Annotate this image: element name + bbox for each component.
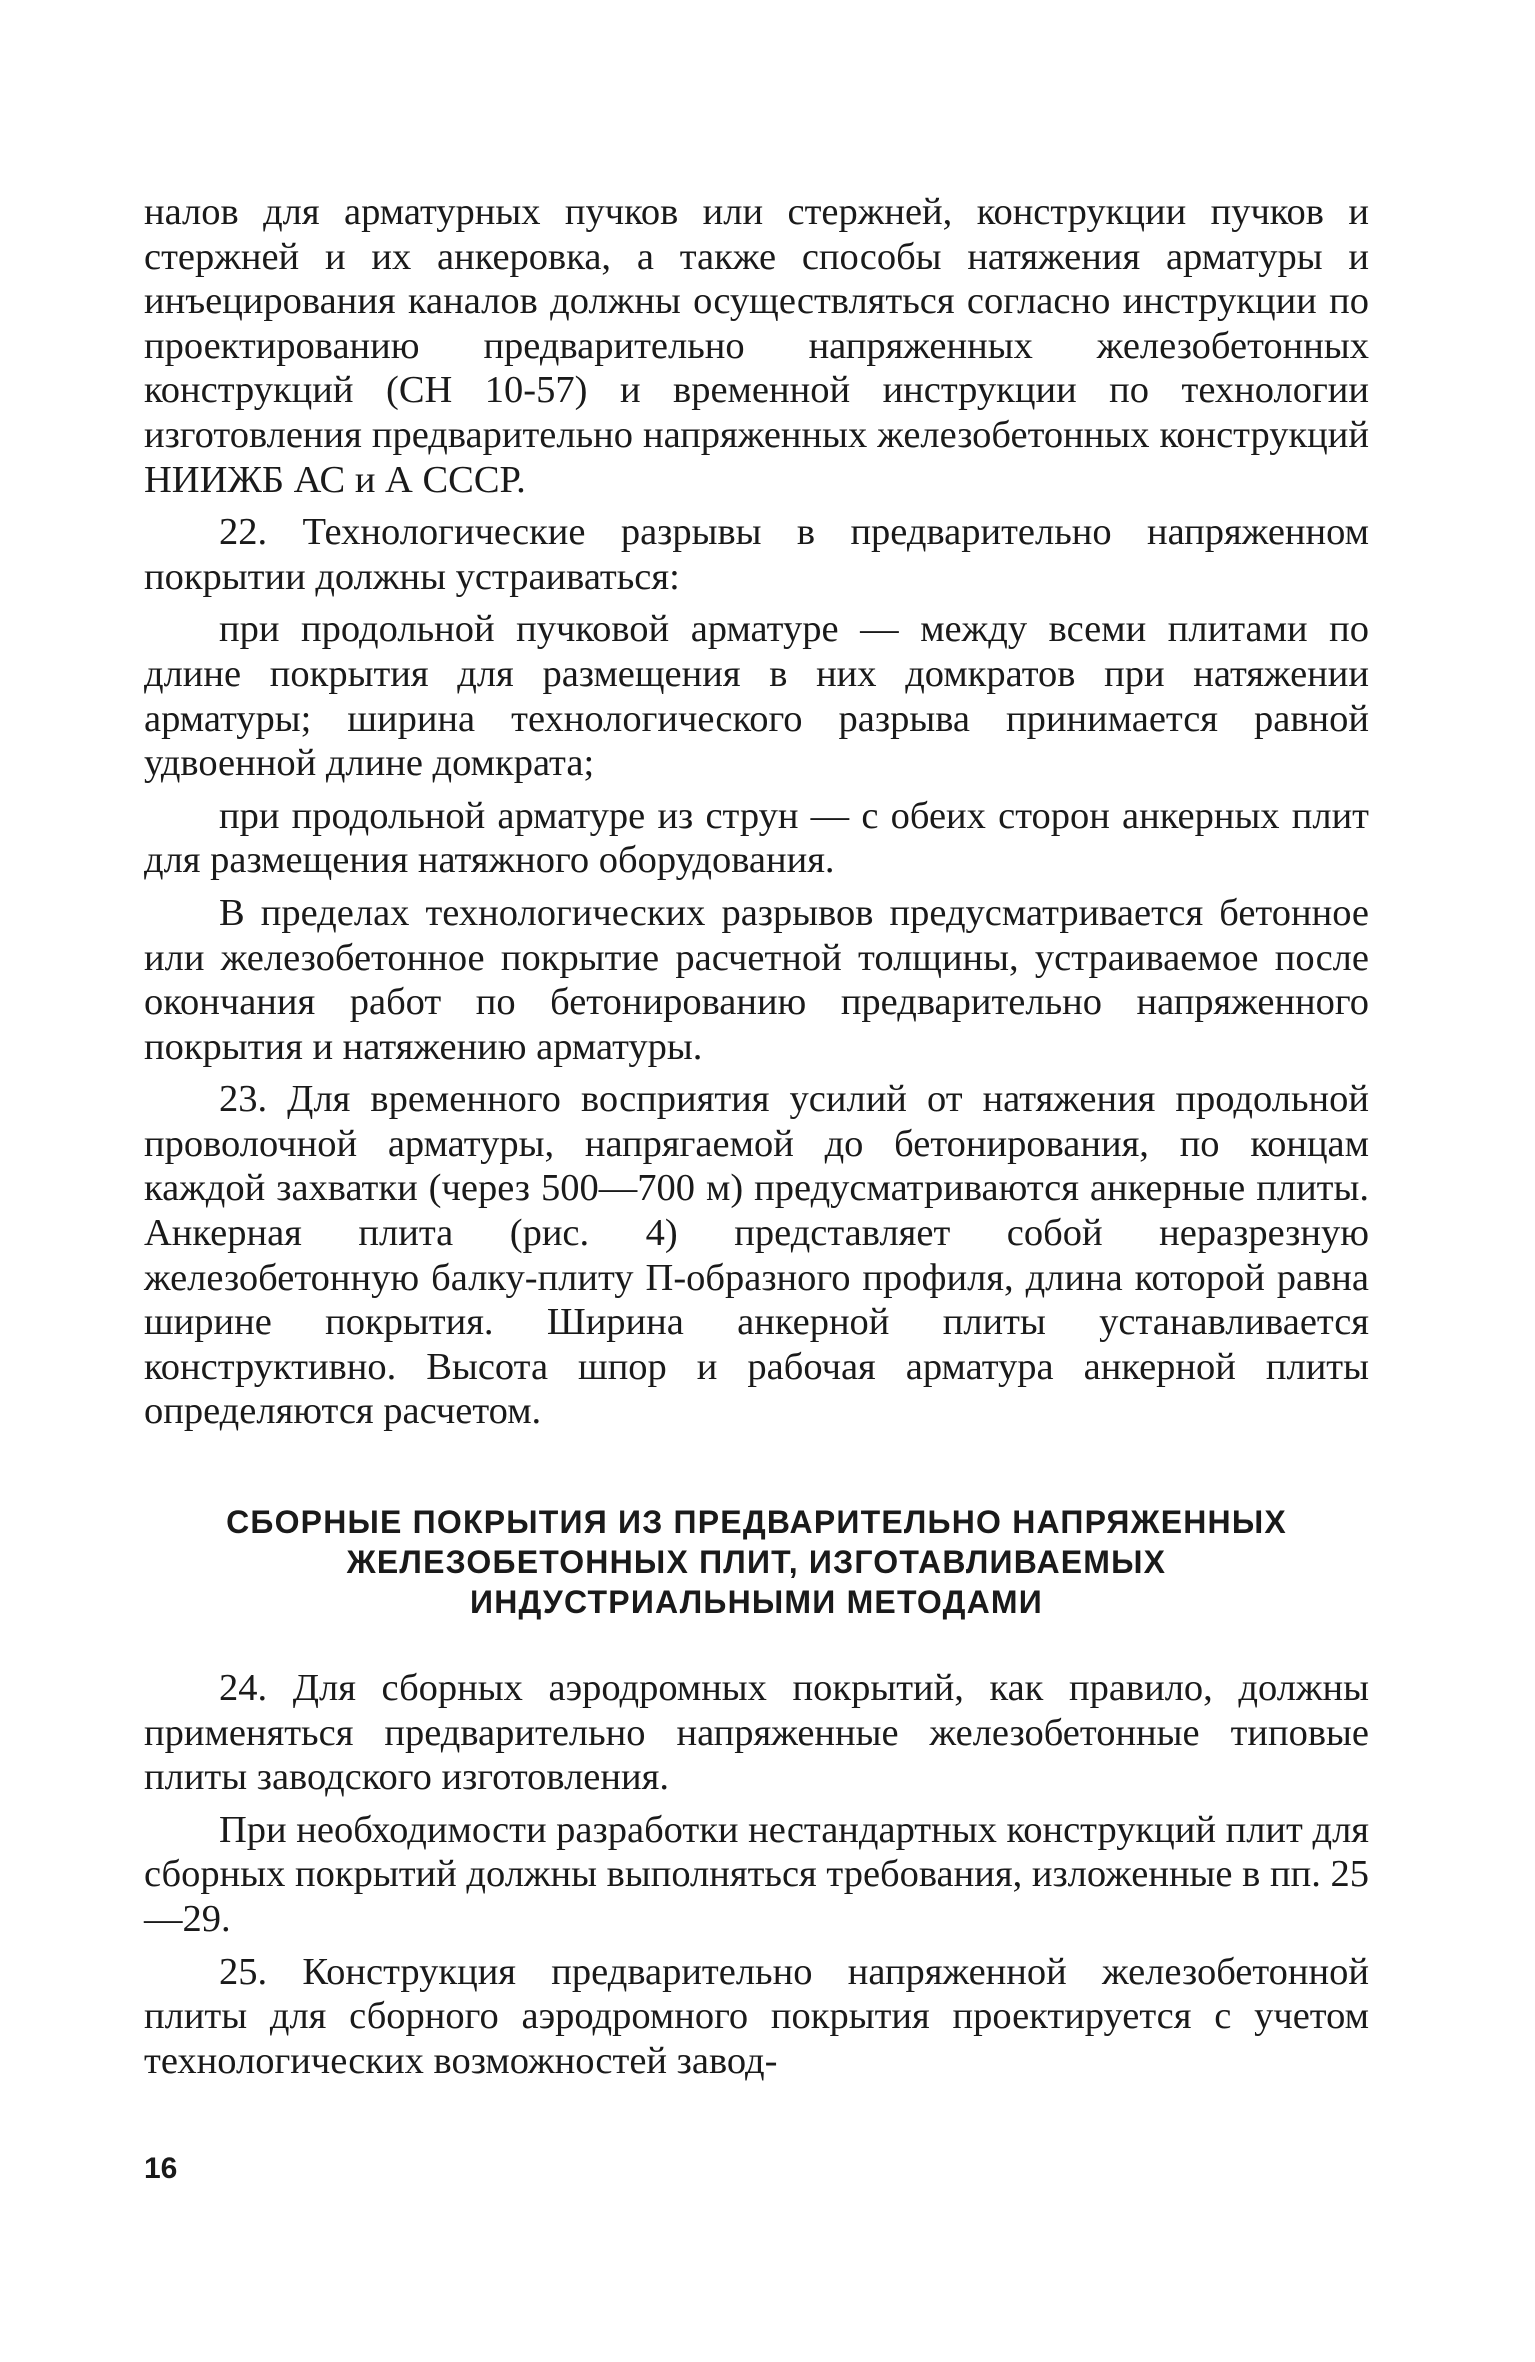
page-number: 16 bbox=[144, 2152, 178, 2185]
section-heading bbox=[144, 1502, 1369, 1622]
paragraph-22-bundle-reinforcement: при продольной пучковой арматуре — между всеми плитами по длине покрытия для размещения в них домкратов при натяжении арматуры; ширина технологического разрыва принимается равной удвоенной длине домкрата; bbox=[144, 608, 1369, 785]
paragraph-24: 24. Для сборных аэродромных покрытий, как правило, должны применяться предварительно напряженные железобетонные типовые плиты заводского изготовления. bbox=[144, 1667, 1369, 1799]
paragraph-22-gaps-coating: В пределах технологических разрывов предусматривается бетонное или железобетонное покрытие расчетной толщины, устраиваемое после окончания работ по бетонированию предварительно напряженного покрытия и натяжению арматуры. bbox=[144, 891, 1369, 1068]
document-page bbox=[144, 190, 1369, 2083]
section-heading-line-2: ЖЕЛЕЗОБЕТОННЫХ ПЛИТ, ИЗГОТАВЛИВАЕМЫХ bbox=[346, 1544, 1167, 1581]
section-heading-line-3: ИНДУСТРИАЛЬНЫМИ МЕТОДАМИ bbox=[470, 1584, 1043, 1621]
paragraph-25: 25. Конструкция предварительно напряженной железобетонной плиты для сборного аэродромного покрытия проектируется с учетом технологических возможностей завод- bbox=[144, 1950, 1369, 2082]
paragraph-22: 22. Технологические разрывы в предварительно напряженном покрытии должны устраиваться: bbox=[144, 511, 1369, 598]
paragraph-continuation: налов для арматурных пучков или стержней, конструкции пучков и стержней и их анкеровка, а также способы натяжения арматуры и инъецирования каналов должны осуществляться согласно инструкции по проектированию предварительно напряженных железобетонных конструкций (СН 10-57) и временной инструкции по технологии изготовления предварительно напряженных железобетонных конструкций НИИЖБ АС и А СССР. bbox=[144, 191, 1369, 501]
paragraph-22-string-reinforcement: при продольной арматуре из струн — с обеих сторон анкерных плит для размещения натяжного оборудования. bbox=[144, 794, 1369, 882]
paragraph-23: 23. Для временного восприятия усилий от натяжения продольной проволочной арматуры, напрягаемой до бетонирования, по концам каждой захватки (через 500—700 м) предусматриваются анкерные плиты. Анкерная плита (рис. 4) представляет собой неразрезную железобетонную балку-плиту П-образного профиля, длина которой равна ширине покрытия. Ширина анкерной плиты устанавливается конструктивно. Высота шпор и рабочая арматура анкерной плиты определяются расчетом. bbox=[144, 1078, 1369, 1433]
section-heading-line-1: СБОРНЫЕ ПОКРЫТИЯ ИЗ ПРЕДВАРИТЕЛЬНО НАПРЯЖЕННЫХ bbox=[226, 1504, 1287, 1541]
paragraph-24-nonstandard: При необходимости разработки нестандартных конструкций плит для сборных покрытий должны выполняться требования, изложенные в пп. 25—29. bbox=[144, 1808, 1369, 1940]
